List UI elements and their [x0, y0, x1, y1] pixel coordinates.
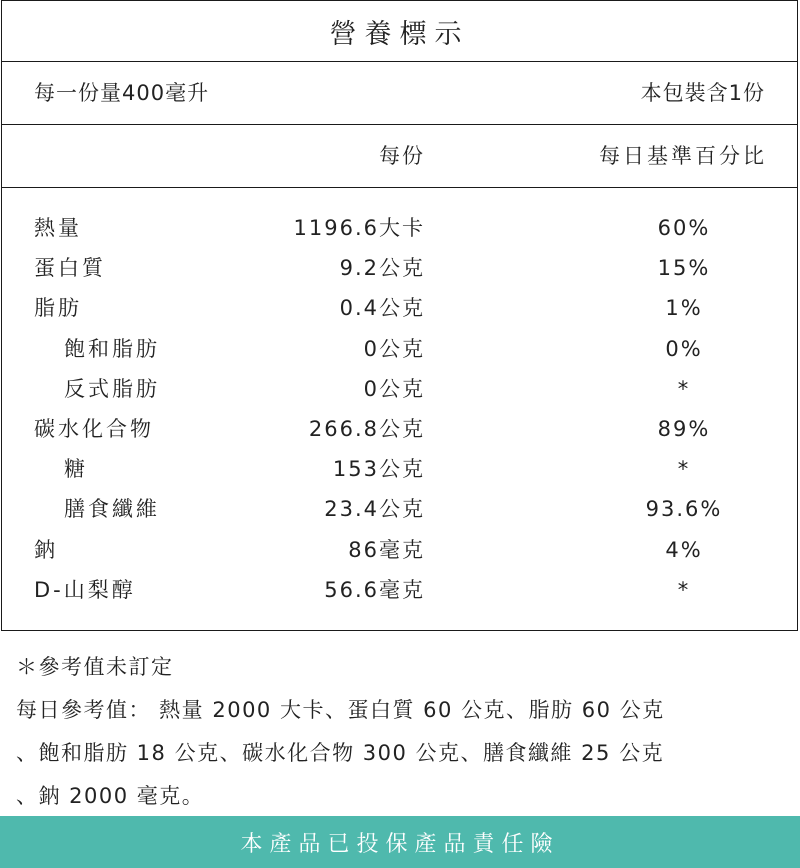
nutrient-daily-value: *	[677, 457, 691, 482]
nutrient-name: 脂肪	[34, 296, 82, 321]
reference-note-line: 、飽和脂肪 18 公克、碳水化合物 300 公克、膳食纖維 25 公克	[16, 741, 665, 765]
nutrient-daily-value: *	[677, 577, 691, 602]
nutrient-amount: 56.6毫克	[324, 577, 425, 602]
per-serving-header: 每份	[379, 144, 425, 168]
nutrient-name: D-山梨醇	[34, 577, 136, 602]
nutrient-name: 反式脂肪	[64, 376, 160, 401]
nutrient-row	[2, 409, 797, 449]
nutrient-row	[2, 208, 797, 248]
nutrient-daily-value: 1%	[665, 296, 703, 321]
nutrition-label	[1, 0, 798, 631]
nutrient-amount: 153公克	[332, 457, 425, 482]
liability-insurance-banner: 本產品已投保產品責任險	[0, 816, 800, 868]
nutrient-daily-value: 4%	[665, 537, 703, 562]
nutrient-row	[2, 248, 797, 288]
nutrient-daily-value: 89%	[657, 416, 711, 441]
nutrient-amount: 23.4公克	[324, 497, 425, 522]
reference-note-line: 、鈉 2000 毫克。	[16, 784, 205, 808]
nutrient-daily-value: 60%	[657, 216, 711, 240]
servings-per-package: 本包裝含1份	[640, 81, 765, 105]
nutrient-row	[2, 449, 797, 489]
label-title: 營養標示	[329, 18, 470, 50]
nutrient-name: 蛋白質	[34, 256, 106, 281]
column-header	[2, 125, 797, 187]
nutrient-row	[2, 489, 797, 529]
nutrient-row	[2, 369, 797, 409]
daily-value-header: 每日基準百分比	[599, 144, 767, 168]
nutrient-daily-value: 0%	[665, 336, 703, 361]
nutrient-name: 糖	[64, 457, 88, 482]
nutrient-amount: 1196.6大卡	[293, 216, 425, 240]
nutrient-amount: 0公克	[363, 376, 425, 401]
nutrient-amount: 0.4公克	[339, 296, 425, 321]
serving-size: 每一份量400毫升	[34, 81, 210, 105]
nutrient-daily-value: 93.6%	[645, 497, 723, 522]
nutrient-table	[2, 208, 797, 610]
nutrient-name: 鈉	[34, 537, 58, 562]
not-set-note: ＊參考值未訂定	[16, 655, 174, 679]
nutrient-name: 碳水化合物	[34, 416, 154, 441]
serving-info	[2, 62, 797, 124]
nutrient-name: 熱量	[34, 216, 82, 240]
nutrient-row	[2, 288, 797, 328]
nutrient-row	[2, 570, 797, 610]
nutrient-name: 飽和脂肪	[64, 336, 160, 361]
nutrient-amount: 9.2公克	[339, 256, 425, 281]
nutrient-name: 膳食纖維	[64, 497, 160, 522]
nutrient-amount: 86毫克	[348, 537, 425, 562]
nutrient-daily-value: 15%	[657, 256, 711, 281]
nutrient-amount: 0公克	[363, 336, 425, 361]
nutrient-daily-value: *	[677, 376, 691, 401]
nutrient-row	[2, 329, 797, 369]
divider	[2, 187, 797, 188]
nutrient-row	[2, 530, 797, 570]
reference-note-line: 每日參考值： 熱量 2000 大卡、蛋白質 60 公克、脂肪 60 公克	[16, 698, 665, 722]
footnotes	[16, 646, 798, 818]
nutrient-amount: 266.8公克	[308, 416, 425, 441]
